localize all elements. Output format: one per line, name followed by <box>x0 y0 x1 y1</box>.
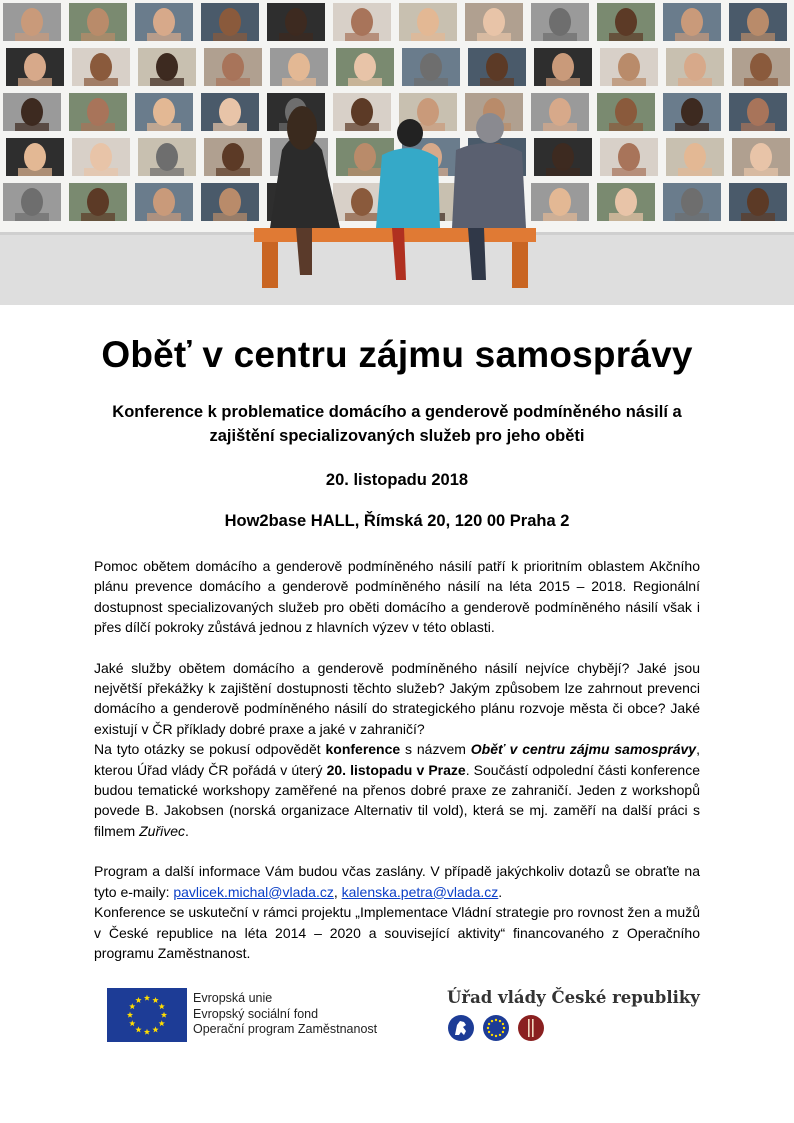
mini-star <box>488 1031 490 1033</box>
film-title: Zuřivec <box>139 822 186 839</box>
eu-line: Operační program Zaměstnanost <box>193 1022 378 1036</box>
portrait-photo <box>201 3 259 41</box>
text-run: , <box>333 883 342 900</box>
text-run: , kterou Úřad vlády ČR pořádá v úterý <box>94 741 700 778</box>
paragraph-intro: Pomoc obětem domácího a genderově podmíněného násilí patří k prioritním oblastem Akčního plánu prevence domácího a genderově podmíněného násilí na léta 2015 – 2018. Regionální dostupnost specializovaných služeb pro oběti domácího a genderově podmíněného násilí však i přes dílčí pokroky zůstává jednou z hlavních výzev v této oblasti. <box>94 558 700 636</box>
portrait-photo <box>72 48 130 86</box>
portrait-photo <box>597 93 655 131</box>
portrait-photo <box>666 138 724 176</box>
text-run: Program a další informace Vám budou včas zaslány. V případě jakýchkoliv dotazů se obraťte na tyto e-maily: <box>94 863 700 900</box>
portrait-photo <box>534 48 592 86</box>
portrait-photo <box>600 48 658 86</box>
text-run: . Součástí odpolední části konference budou tematické workshopy zaměřené na přenos dobré praxe ze zahraničí. Jeden z workshopů povede B. Jakobsen (norská organizace Alternativ til vold), která se mj. zaměří na další práci s filmem <box>94 761 700 839</box>
portrait-photo <box>666 48 724 86</box>
paragraph-questions: Jaké služby obětem domácího a genderově podmíněného násilí nejvíce chybějí? Jaké jsou největší překážky k zajištění dostupnosti těchto služeb? Jakým způsobem lze zahrnout prevenci domácího a genderově podmíněného násilí do strategického plánu rozvoje města či obce? Jaké existují v ČR příklady dobré praxe a jaké v zahraničí? <box>94 659 700 737</box>
eu-funding-text <box>193 991 377 1038</box>
portrait-photo <box>402 48 460 86</box>
government-emblems <box>447 1013 547 1043</box>
portrait-photo <box>135 3 193 41</box>
portrait-photo <box>201 93 259 131</box>
mini-star <box>495 1035 497 1037</box>
portrait-photo <box>729 3 787 41</box>
portrait-photo <box>6 138 64 176</box>
mini-star <box>499 1020 501 1022</box>
portrait-photo <box>597 3 655 41</box>
eu-stars-emblem-icon <box>483 1015 509 1041</box>
portrait-photo <box>201 183 259 221</box>
portrait-photo <box>663 93 721 131</box>
portrait-photo <box>336 48 394 86</box>
portrait-photo <box>600 138 658 176</box>
portrait-photo <box>465 3 523 41</box>
portrait-photo <box>69 3 127 41</box>
portrait-photo <box>72 138 130 176</box>
portrait-photo <box>267 3 325 41</box>
page-subtitle: Konference k problematice domácího a genderově podmíněného násilí a zajištění specializovaných služeb pro jeho oběti <box>112 403 682 445</box>
portrait-photo <box>3 183 61 221</box>
portrait-photo <box>204 138 262 176</box>
portrait-photo <box>3 3 61 41</box>
portrait-photo <box>531 3 589 41</box>
paragraph-conference <box>94 739 700 841</box>
page-title: Oběť v centru zájmu samosprávy <box>101 334 693 375</box>
portrait-photo <box>534 138 592 176</box>
paragraph-contact <box>94 861 700 902</box>
text-run: . <box>498 883 503 900</box>
portrait-photo <box>138 48 196 86</box>
mini-star <box>487 1027 489 1029</box>
czech-lion-icon <box>448 1015 474 1041</box>
portrait-photo <box>663 3 721 41</box>
portrait-photo <box>597 183 655 221</box>
portrait-photo <box>204 48 262 86</box>
mini-star <box>491 1020 493 1022</box>
portrait-photo <box>3 93 61 131</box>
mini-star <box>503 1027 505 1029</box>
person-left-hair <box>287 106 317 150</box>
portrait-photo <box>729 93 787 131</box>
mini-star <box>488 1023 490 1025</box>
eu-line: Evropská unie <box>193 991 273 1005</box>
mini-star <box>495 1019 497 1021</box>
portrait-photo <box>333 93 391 131</box>
event-date: 20. listopadu 2018 <box>325 471 469 489</box>
mini-star <box>491 1034 493 1036</box>
bench-leg <box>512 242 528 288</box>
mini-star <box>502 1023 504 1025</box>
person-right-head <box>476 113 504 143</box>
text-run: s názvem <box>400 741 471 758</box>
portrait-photo <box>138 138 196 176</box>
person-right <box>452 143 526 228</box>
portrait-photo <box>729 183 787 221</box>
person-middle-head <box>397 119 423 147</box>
portrait-photo <box>69 183 127 221</box>
portrait-photo <box>6 48 64 86</box>
portrait-photo <box>732 138 790 176</box>
event-venue: How2base HALL, Římská 20, 120 00 Praha 2 <box>224 512 570 530</box>
portrait-photo <box>468 48 526 86</box>
portrait-photo <box>399 3 457 41</box>
body-text <box>94 556 700 963</box>
portrait-photo <box>270 48 328 86</box>
portrait-photo <box>531 183 589 221</box>
paragraph-project: Konference se uskuteční v rámci projektu „Implementace Vládní strategie pro rovnost žen a mužů v České republice na léta 2014 – 2020 a související aktivity“ financovaného z Operačního programu Zaměstnanost. <box>94 904 700 961</box>
portrait-photo <box>333 3 391 41</box>
eu-flag-icon <box>107 988 187 1042</box>
portrait-photo <box>69 93 127 131</box>
conference-date-place: 20. listopadu v Praze <box>326 761 466 778</box>
mini-star <box>502 1031 504 1033</box>
portrait-photo <box>135 93 193 131</box>
hero-illustration <box>0 0 794 305</box>
text-run: . <box>185 822 189 839</box>
portrait-photo <box>663 183 721 221</box>
government-office-name: Úřad vlády České republiky <box>447 988 700 1007</box>
text-run: Na tyto otázky se pokusí odpovědět <box>94 741 326 758</box>
email-link-pavlicek[interactable]: pavlicek.michal@vlada.cz <box>173 883 334 900</box>
portrait-photo <box>531 93 589 131</box>
fasces-emblem-icon <box>518 1015 544 1041</box>
mini-star <box>499 1034 501 1036</box>
portrait-photo <box>732 48 790 86</box>
person-middle <box>376 148 440 228</box>
hero-photo <box>0 0 794 305</box>
conference-bold: konference <box>325 741 401 758</box>
eu-line: Evropský sociální fond <box>193 1006 319 1021</box>
email-link-kalenska[interactable]: kalenska.petra@vlada.cz <box>341 883 499 900</box>
bench-leg <box>262 242 278 288</box>
portrait-photo <box>135 183 193 221</box>
conference-name: Oběť v centru zájmu samosprávy <box>470 741 697 758</box>
